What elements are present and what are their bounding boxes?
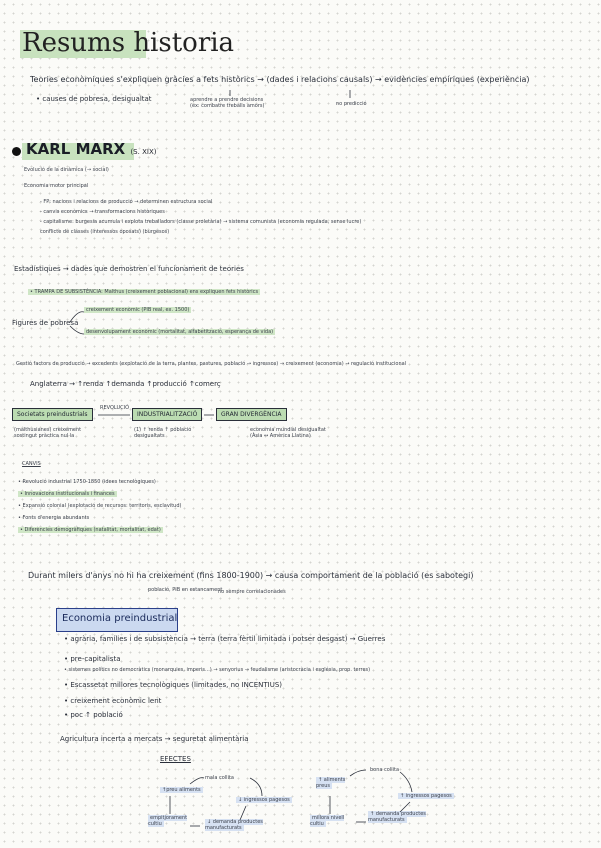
efecte-right-r: ↑ ingressos pagesos xyxy=(400,793,452,799)
canvis-item: • Expansió colonial (explotació de recursos: territoris, esclavitud) xyxy=(18,503,182,509)
later-sub1: població, PIB en estancament xyxy=(148,587,223,593)
efecte-arrow xyxy=(190,778,204,784)
intro-note-left: aprendre a prendre decisions (ex: combatre treballs amors) xyxy=(190,97,265,109)
branch-development: desenvolupament econòmic (mortalitat, alfabetització, esperança de vida) xyxy=(86,329,274,335)
marx-heading: KARL MARX (S. XIX) xyxy=(26,140,157,158)
efecte-right-l: ↑ aliments preus xyxy=(316,777,346,789)
efectes-heading: EFECTES xyxy=(160,755,191,763)
economia-item: • pre-capitalista xyxy=(64,655,121,663)
efecte-right-bl: millora nivell cultiu xyxy=(310,815,345,827)
efecte-arrow xyxy=(400,772,412,792)
later-sub2: no sempre correlacionades xyxy=(218,589,286,595)
figures-label: Figures de pobresa xyxy=(12,319,79,327)
canvis-item: • Diferències demogràfiques (natalitat, mortalitat, edat) xyxy=(20,527,161,533)
later-line: Durant milers d'anys no hi ha creixement (fins 1800-1900) → causa comportament de la població (es sabotegi) xyxy=(28,571,474,580)
efecte-left-bl: empitjorament cultiu xyxy=(148,815,188,827)
marx-line: conflicte de classes (interessos oposats) (burgesos) xyxy=(40,229,170,235)
efecte-right-top: bona collita xyxy=(370,767,400,773)
efecte-arrow xyxy=(240,806,246,820)
economia-item: • poc ↑ població xyxy=(64,711,123,719)
agricultura-line: Agricultura incerta a mercats → seguretat alimentària xyxy=(60,735,249,743)
arrow-label-revolucio: REVOLUCIÓ xyxy=(100,405,129,411)
efecte-left-top: mala collita xyxy=(205,775,234,781)
efecte-arrow xyxy=(350,770,366,776)
box1-note: (malthusianes) creixement sostingut pràctica nul·la xyxy=(14,427,82,439)
marx-line: - canvis econòmics → transformacions històriques xyxy=(40,209,165,215)
page-title: Resums historia xyxy=(22,28,235,58)
economia-item: • agrària, famílies i de subsistència → terra (terra fèrtil limitada i potser desgast) → Guerres xyxy=(64,635,386,643)
intro-bullet: • causes de pobresa, desigualtat xyxy=(36,95,152,103)
canvis-item: • Fonts d'energia abundants xyxy=(18,515,90,521)
economia-heading: Economia preindustrial xyxy=(62,613,178,624)
stats-line: Estadístiques → dades que demostren el funcionament de teories xyxy=(14,265,244,273)
canvis-heading: CANVIS xyxy=(22,461,41,467)
trampa-line: • TRAMPA DE SUBSISTÈNCIA: Malthus (creixement poblacional) ens expliquen fets històrics xyxy=(30,289,259,295)
marx-line: - FP: nacions i relacions de producció → determinen estructura social xyxy=(40,199,213,205)
canvis-item: • Innovacions institucionals i finances xyxy=(20,491,115,497)
economia-item: • creixement econòmic lent xyxy=(64,697,162,705)
intro-line: Teories econòmiques s'expliquen gràcies a fets històrics → (dades i relacions causals) → evidències empíriques (experiència) xyxy=(30,75,530,84)
box-industrialitzacio: INDUSTRIALITZACIÓ xyxy=(132,408,202,421)
marx-line: - capitalisme: burgesia acumula i explota treballadors (classe proletària) → sistema comunista (economia regulada, sense lucre) xyxy=(40,219,362,225)
efecte-left-l: ↑preu aliments xyxy=(162,787,201,793)
anglaterra-line: Anglaterra → ↑renda ↑demanda ↑producció ↑comerç xyxy=(30,380,221,388)
canvis-item: • Revolució industrial 1750-1850 (idees tecnològiques) xyxy=(18,479,156,485)
intro-note-right: no predicció xyxy=(336,101,367,107)
economia-item: • Escassetat millores tecnològiques (limitades, no INCENTIUS) xyxy=(64,681,282,689)
efecte-left-br: ↓ demanda productes manufacturats xyxy=(205,819,263,831)
box3-note: economia mundial desigualtat (Àsia ↔ Amèrica Llatina) xyxy=(250,427,326,439)
marx-line: Economia motor principal xyxy=(24,183,89,189)
efecte-left-r: ↓ ingressos pagesos xyxy=(238,797,290,803)
economia-item: • sistemes polítics no democràtics (monarquies, imperis...) → senyorius → feudalisme (aristocràcia i església, prop. terres) xyxy=(64,667,371,673)
gestio-line: Gestió factors de producció → excedents (explotació de la terra, plantes, pastures, població → ingressos) → creixement (economia) → regulació institucional xyxy=(16,361,407,367)
brace-lower xyxy=(70,326,84,334)
box-preindustrial: Societats preindustrials xyxy=(12,408,93,421)
efecte-right-br: ↑ demanda productes manufacturats xyxy=(368,811,426,823)
efecte-arrow xyxy=(250,778,262,796)
box-gran-divergencia: GRAN DIVERGÈNCIA xyxy=(216,408,287,421)
efecte-arrow xyxy=(400,802,410,812)
box2-note: (1) ↑ renda ↑ població desigualtats xyxy=(134,427,192,439)
branch-growth: creixement econòmic (PIB real, ex. 1500) xyxy=(86,307,190,313)
brace-upper xyxy=(70,312,84,322)
marx-line: Evolució de la dinàmica (→ social) xyxy=(24,167,109,173)
